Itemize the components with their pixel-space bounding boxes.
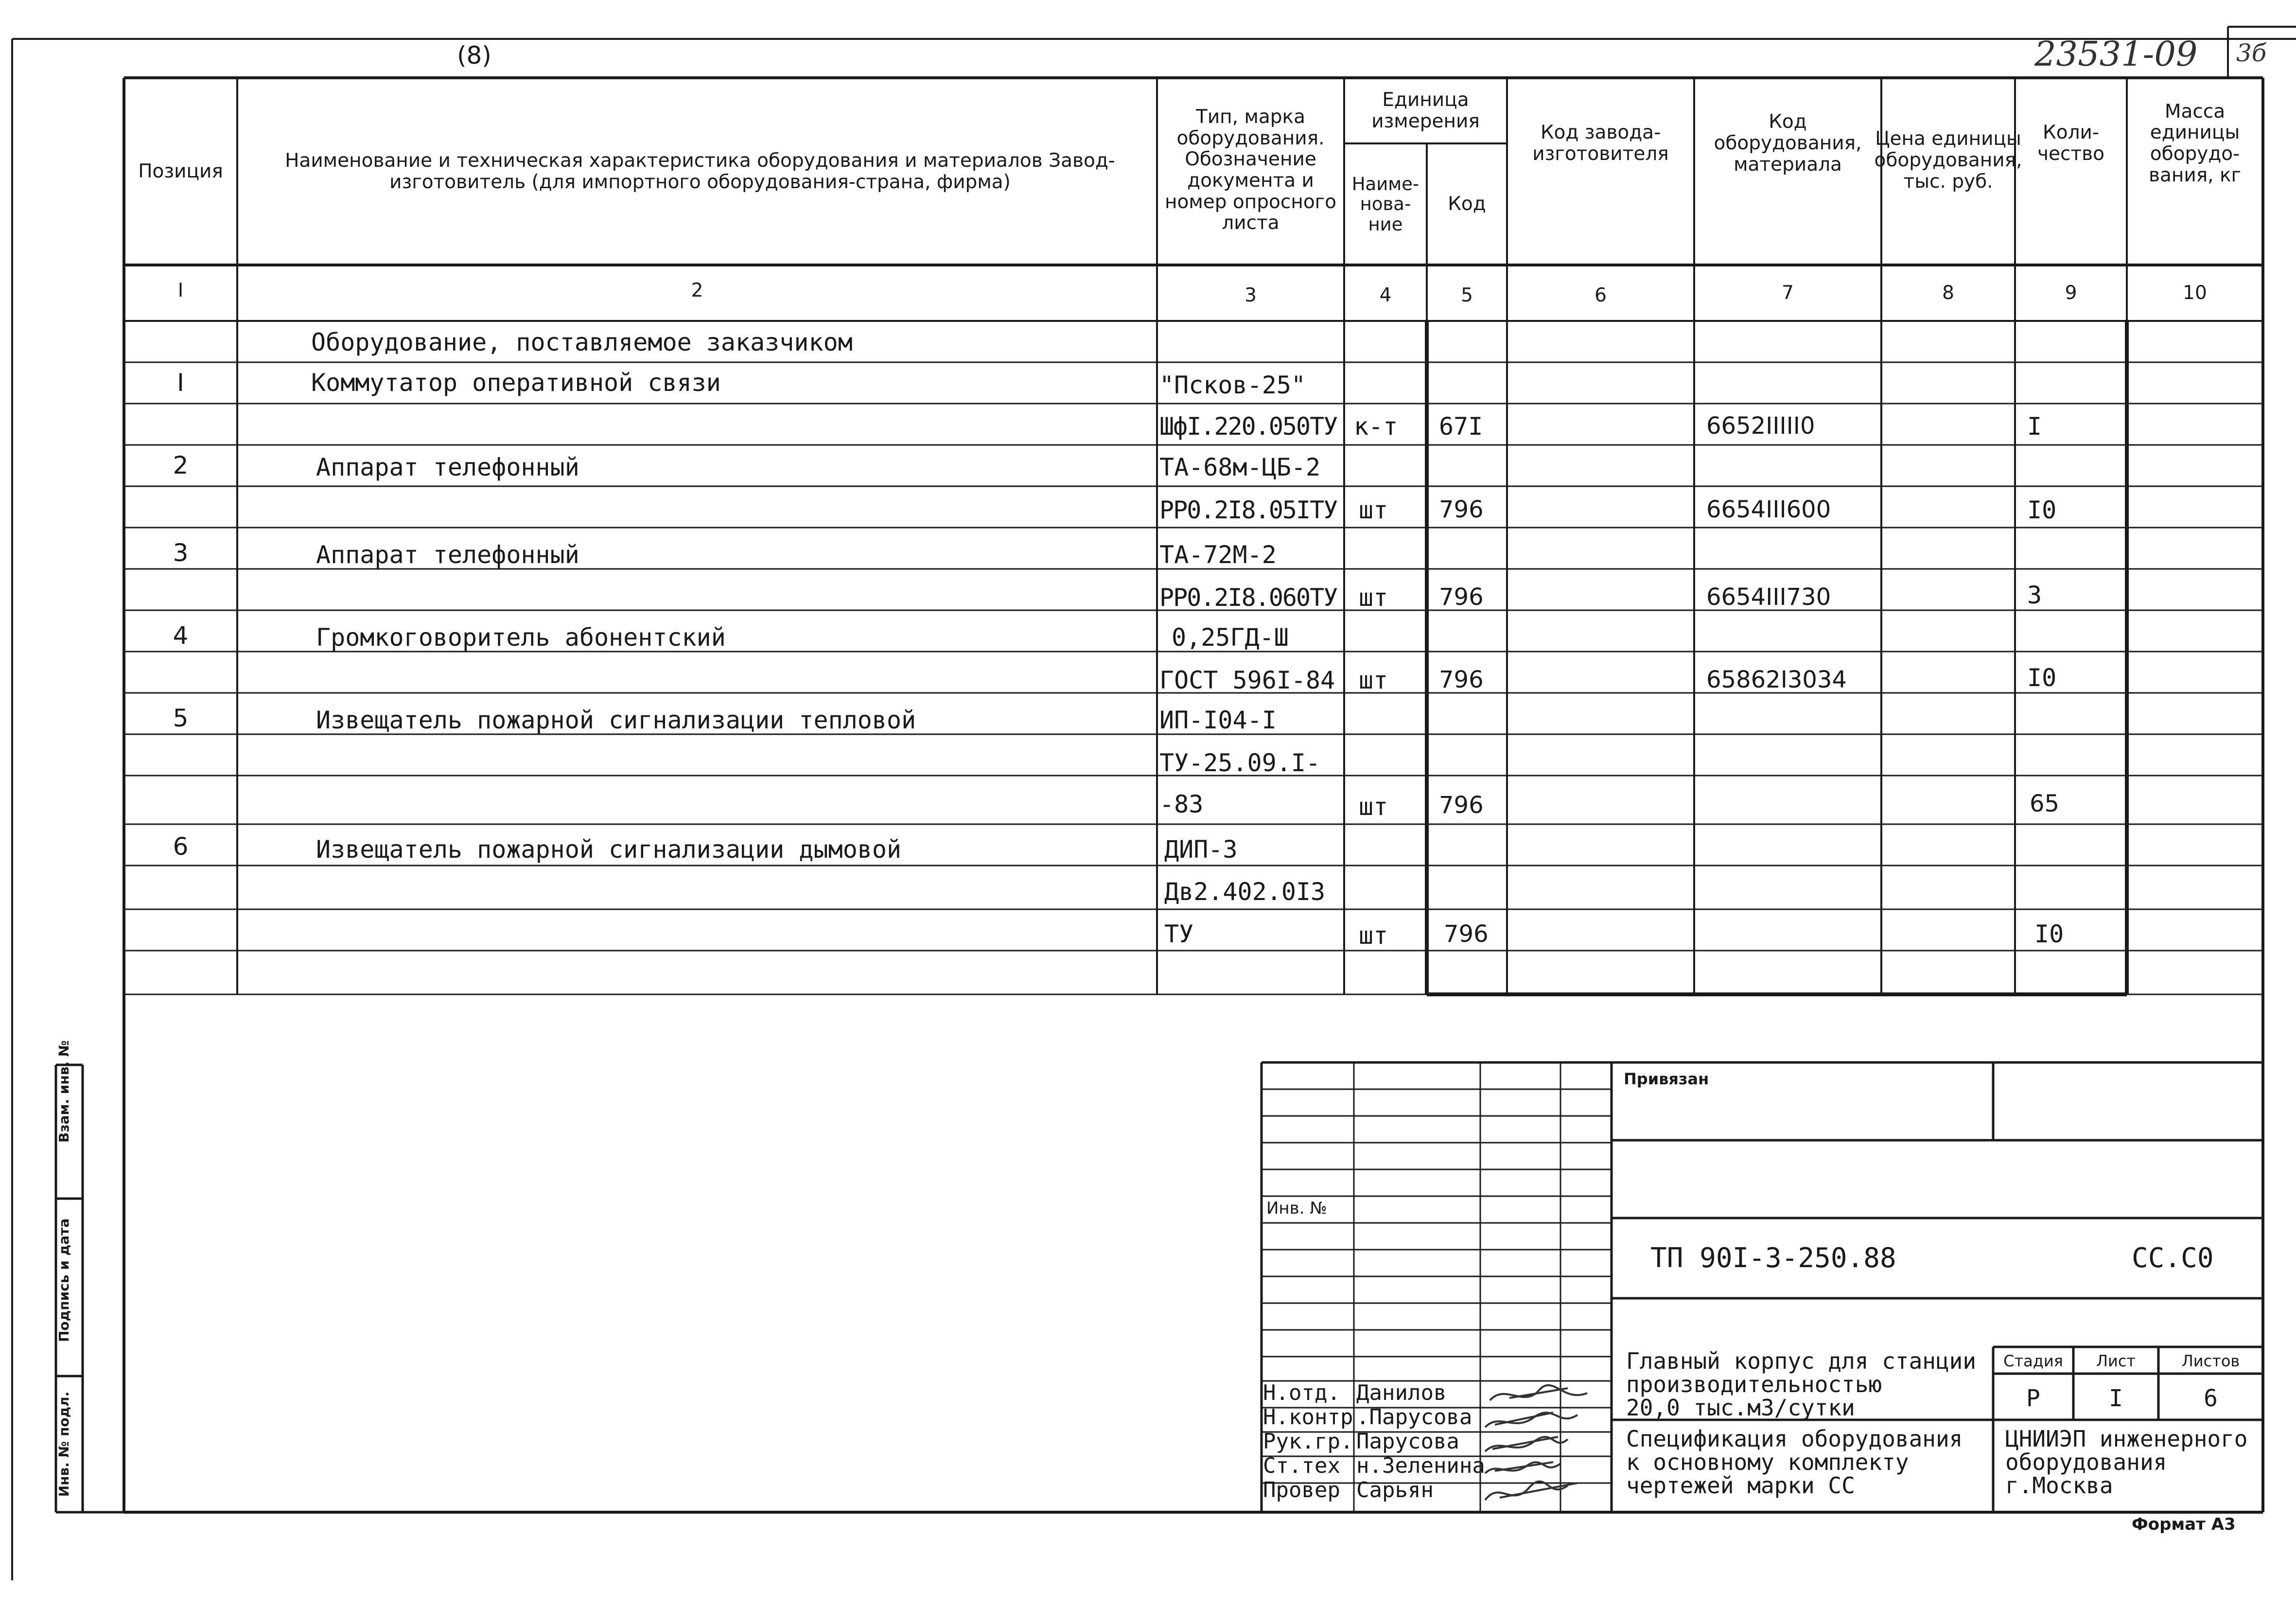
side-stamp-original-inv: Инв. № подл. xyxy=(56,1391,72,1497)
sheets-value: 6 xyxy=(2204,1385,2218,1412)
staff-roles xyxy=(1263,1381,1353,1502)
header-price: Цена единицы оборудования, тыс. руб. xyxy=(1874,128,2022,193)
staff-role: Провер xyxy=(1263,1478,1340,1502)
col-number: 8 xyxy=(1942,282,1954,304)
row-quantity: I0 xyxy=(2027,496,2057,524)
organization-name: ЦНИИЭП инженерного оборудования г.Москва xyxy=(2005,1426,2248,1499)
project-title: Главный корпус для станции производительностью 20,0 тыс.м3/сутки xyxy=(1626,1348,1977,1421)
row-quantity: I0 xyxy=(2034,920,2064,948)
col-number: 6 xyxy=(1595,284,1607,306)
row-position: 3 xyxy=(173,539,189,567)
row-unit: шт xyxy=(1359,496,1388,524)
staff-name: Парусова xyxy=(1356,1429,1459,1454)
row-code: 67I xyxy=(1439,412,1483,441)
row-type: РР0.2I8.060ТУ xyxy=(1159,583,1337,612)
document-code: ТП 90I-3-250.88 xyxy=(1650,1242,1896,1274)
row-type: -83 xyxy=(1159,790,1204,818)
side-stamp-replaced-inv: Взам. инв. № xyxy=(56,1040,72,1143)
row-code: 796 xyxy=(1439,792,1484,819)
signatures xyxy=(1480,1378,1621,1510)
row-type: Дв2.402.0I3 xyxy=(1164,878,1326,906)
row-quantity: 65 xyxy=(2030,790,2060,817)
stage-value: Р xyxy=(2026,1385,2040,1412)
row-position: 6 xyxy=(173,832,189,861)
row-type: ТА-72М-2 xyxy=(1159,541,1277,569)
sheet-label: Лист xyxy=(2096,1352,2136,1370)
header-unit-group: Единица измерения xyxy=(1371,88,1480,132)
header-quantity: Коли-чество xyxy=(2037,122,2105,165)
header-position: Позиция xyxy=(138,160,223,182)
stage-label: Стадия xyxy=(2003,1352,2063,1370)
col-number: I xyxy=(177,280,184,301)
sheet-code: СС.С0 xyxy=(2132,1242,2214,1274)
col-number: 3 xyxy=(1244,284,1257,306)
row-unit: к-т xyxy=(1354,412,1398,441)
row-name: Извещатель пожарной сигнализации дымовой xyxy=(316,835,902,864)
col-number: 10 xyxy=(2183,282,2207,304)
side-stamp-signature-date: Подпись и дата xyxy=(56,1218,72,1342)
specification-title: Спецификация оборудования к основному комплекту чертежей марки СС xyxy=(1626,1426,1963,1499)
header-equipment-code: Код оборудования, материала xyxy=(1714,111,1862,176)
row-name: Извещатель пожарной сигнализации тепловой xyxy=(316,706,916,734)
staff-name: Данилов xyxy=(1356,1380,1447,1405)
row-type: "Псков-25" xyxy=(1159,371,1306,399)
staff-name: н.Зеленина xyxy=(1356,1453,1485,1478)
header-name: Наименование и техническая характеристика оборудования и материалов Завод-изготовитель (для импортного оборудования-страна, фирма) xyxy=(285,149,1115,193)
row-position: I xyxy=(177,369,184,397)
row-unit: шт xyxy=(1359,921,1388,950)
row-type: ТА-68м-ЦБ-2 xyxy=(1159,453,1321,481)
row-equipment-code: 6652IIIII0 xyxy=(1706,412,1815,440)
staff-role: Н.отд. xyxy=(1263,1380,1340,1405)
row-type: ТУ-25.09.I- xyxy=(1159,749,1321,777)
row-equipment-code: 6654III730 xyxy=(1706,583,1831,611)
staff-name: Сарьян xyxy=(1356,1478,1434,1502)
corner-page-number: 3б xyxy=(2236,39,2267,67)
row-quantity: I0 xyxy=(2027,664,2057,692)
col-number: 9 xyxy=(2065,282,2077,304)
row-name: Аппарат телефонный xyxy=(316,541,579,569)
row-unit: шт xyxy=(1359,583,1388,612)
header-mass: Масса единицы оборудо-вания, кг xyxy=(2148,100,2242,186)
row-equipment-code: 6654III600 xyxy=(1706,496,1831,523)
row-type: РР0.2I8.05IТУ xyxy=(1159,496,1337,524)
staff-role: Ст.тех xyxy=(1263,1453,1340,1478)
row-position: 5 xyxy=(173,704,189,732)
staff-role: Н.контр xyxy=(1263,1405,1353,1430)
header-unit-code: Код xyxy=(1448,193,1486,215)
row-quantity: 3 xyxy=(2027,581,2042,609)
row-code: 796 xyxy=(1439,583,1484,611)
sheets-label: Листов xyxy=(2181,1352,2240,1370)
sheet-mark: (8) xyxy=(457,41,491,70)
staff-name: .Парусова xyxy=(1356,1405,1472,1430)
row-type: 0,25ГД-Ш xyxy=(1172,623,1289,652)
row-name: Оборудование, поставляемое заказчиком xyxy=(311,328,853,356)
inventory-label: Инв. № xyxy=(1266,1199,1327,1218)
row-quantity: I xyxy=(2027,412,2042,441)
row-name: Громкоговоритель абонентский xyxy=(316,623,726,652)
header-type: Тип, марка оборудования. Обозначение документа и номер опросного листа xyxy=(1164,106,1337,234)
row-unit: шт xyxy=(1359,666,1388,694)
row-code: 796 xyxy=(1444,920,1489,948)
row-code: 796 xyxy=(1439,496,1484,523)
format-label: Формат А3 xyxy=(2132,1515,2236,1534)
row-type: ШфI.220.050ТУ xyxy=(1159,412,1337,441)
col-number: 2 xyxy=(691,280,703,301)
row-position: 4 xyxy=(173,621,189,650)
row-type: ИП-I04-I xyxy=(1159,706,1277,734)
row-position: 2 xyxy=(173,451,189,479)
row-type: ТУ xyxy=(1164,920,1194,948)
staff-names xyxy=(1356,1381,1485,1502)
binding-label: Привязан xyxy=(1624,1070,1709,1088)
header-unit-name: Наиме-нова-ние xyxy=(1351,173,1420,235)
row-unit: шт xyxy=(1359,793,1388,821)
row-type: ДИП-3 xyxy=(1164,835,1238,864)
row-code: 796 xyxy=(1439,666,1484,693)
col-number: 7 xyxy=(1782,282,1794,304)
col-number: 4 xyxy=(1379,284,1392,306)
staff-role: Рук.гр. xyxy=(1263,1429,1353,1454)
col-number: 5 xyxy=(1461,284,1473,306)
row-name: Коммутатор оперативной связи xyxy=(311,369,721,397)
sheet-value: I xyxy=(2109,1385,2123,1412)
doc-number: 23531-09 xyxy=(2034,34,2198,74)
row-type: ГОСТ 596I-84 xyxy=(1159,666,1335,694)
row-name: Аппарат телефонный xyxy=(316,453,579,481)
row-equipment-code: 65862I3034 xyxy=(1706,666,1847,693)
header-factory-code: Код завода-изготовителя xyxy=(1532,122,1669,165)
